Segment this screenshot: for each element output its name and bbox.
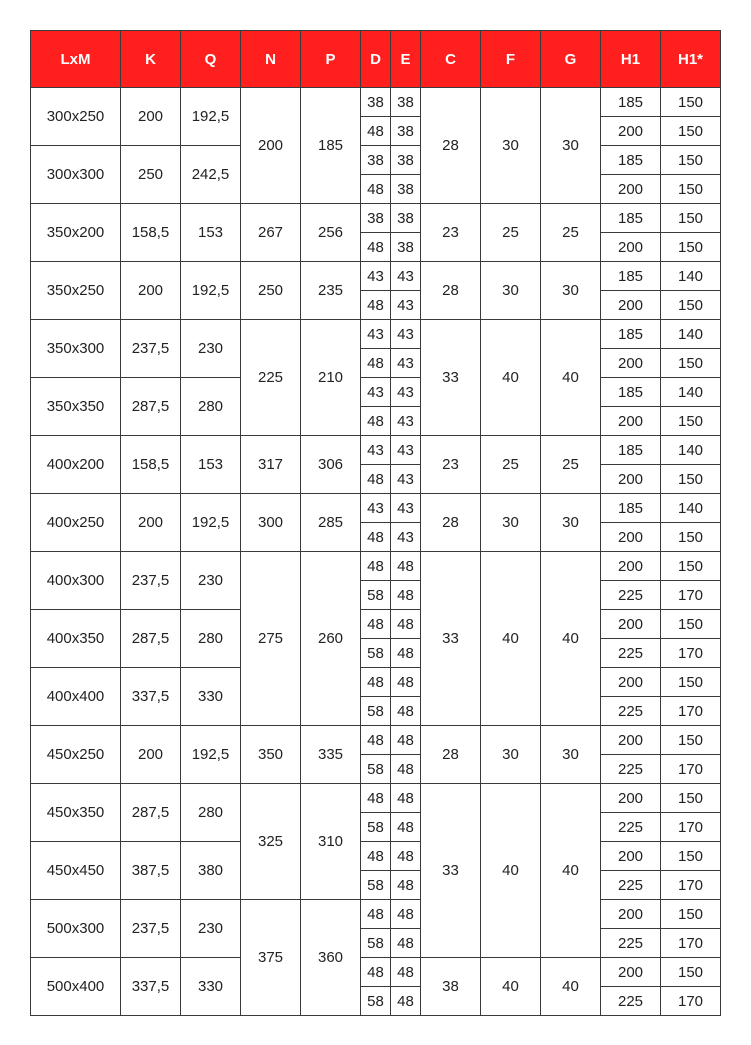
e-cell: 43 [391, 349, 421, 378]
size-cell: 400x250 [31, 494, 121, 552]
k-cell: 237,5 [121, 552, 181, 610]
h1-cell: 225 [601, 813, 661, 842]
q-cell: 192,5 [181, 494, 241, 552]
h1-cell: 185 [601, 436, 661, 465]
f-cell: 30 [481, 262, 541, 320]
g-cell: 30 [541, 494, 601, 552]
h1-star-cell: 150 [661, 668, 721, 697]
q-cell: 330 [181, 958, 241, 1016]
k-cell: 158,5 [121, 204, 181, 262]
size-cell: 500x300 [31, 900, 121, 958]
h1-star-cell: 150 [661, 900, 721, 929]
h1-star-cell: 170 [661, 639, 721, 668]
column-header: N [241, 31, 301, 88]
c-cell: 28 [421, 726, 481, 784]
h1-cell: 225 [601, 929, 661, 958]
h1-star-cell: 150 [661, 958, 721, 987]
e-cell: 48 [391, 987, 421, 1016]
h1-star-cell: 150 [661, 117, 721, 146]
d-cell: 38 [361, 204, 391, 233]
f-cell: 25 [481, 436, 541, 494]
n-cell: 267 [241, 204, 301, 262]
column-header: K [121, 31, 181, 88]
h1-star-cell: 140 [661, 320, 721, 349]
k-cell: 237,5 [121, 900, 181, 958]
e-cell: 38 [391, 175, 421, 204]
table-header-row [31, 31, 721, 88]
e-cell: 48 [391, 842, 421, 871]
d-cell: 48 [361, 726, 391, 755]
h1-cell: 185 [601, 262, 661, 291]
h1-star-cell: 170 [661, 929, 721, 958]
dimensions-table-container [30, 30, 721, 1016]
c-cell: 23 [421, 436, 481, 494]
d-cell: 48 [361, 523, 391, 552]
k-cell: 337,5 [121, 668, 181, 726]
h1-cell: 185 [601, 204, 661, 233]
table-row [31, 320, 721, 349]
size-cell: 400x300 [31, 552, 121, 610]
q-cell: 192,5 [181, 88, 241, 146]
h1-star-cell: 150 [661, 465, 721, 494]
n-cell: 375 [241, 900, 301, 1016]
d-cell: 48 [361, 117, 391, 146]
d-cell: 38 [361, 146, 391, 175]
e-cell: 38 [391, 117, 421, 146]
h1-cell: 185 [601, 378, 661, 407]
d-cell: 48 [361, 842, 391, 871]
column-header: H1* [661, 31, 721, 88]
q-cell: 230 [181, 320, 241, 378]
h1-star-cell: 150 [661, 552, 721, 581]
h1-star-cell: 170 [661, 581, 721, 610]
size-cell: 350x350 [31, 378, 121, 436]
d-cell: 48 [361, 175, 391, 204]
q-cell: 380 [181, 842, 241, 900]
table-row [31, 436, 721, 465]
e-cell: 48 [391, 552, 421, 581]
table-row [31, 900, 721, 929]
table-row [31, 668, 721, 697]
h1-star-cell: 150 [661, 204, 721, 233]
size-cell: 400x400 [31, 668, 121, 726]
d-cell: 43 [361, 378, 391, 407]
g-cell: 40 [541, 958, 601, 1016]
column-header: G [541, 31, 601, 88]
column-header: D [361, 31, 391, 88]
h1-cell: 200 [601, 407, 661, 436]
p-cell: 210 [301, 320, 361, 436]
e-cell: 48 [391, 958, 421, 987]
h1-cell: 225 [601, 987, 661, 1016]
column-header: H1 [601, 31, 661, 88]
e-cell: 48 [391, 813, 421, 842]
h1-cell: 185 [601, 320, 661, 349]
h1-star-cell: 140 [661, 494, 721, 523]
g-cell: 40 [541, 552, 601, 726]
h1-star-cell: 140 [661, 378, 721, 407]
c-cell: 23 [421, 204, 481, 262]
q-cell: 330 [181, 668, 241, 726]
h1-cell: 200 [601, 291, 661, 320]
f-cell: 30 [481, 726, 541, 784]
h1-star-cell: 170 [661, 697, 721, 726]
h1-star-cell: 150 [661, 610, 721, 639]
n-cell: 275 [241, 552, 301, 726]
h1-star-cell: 150 [661, 726, 721, 755]
size-cell: 500x400 [31, 958, 121, 1016]
e-cell: 43 [391, 291, 421, 320]
size-cell: 350x250 [31, 262, 121, 320]
k-cell: 287,5 [121, 378, 181, 436]
d-cell: 48 [361, 291, 391, 320]
q-cell: 153 [181, 436, 241, 494]
f-cell: 30 [481, 494, 541, 552]
h1-star-cell: 150 [661, 523, 721, 552]
d-cell: 58 [361, 697, 391, 726]
g-cell: 40 [541, 320, 601, 436]
table-body [31, 88, 721, 1016]
h1-cell: 200 [601, 552, 661, 581]
e-cell: 48 [391, 610, 421, 639]
d-cell: 48 [361, 668, 391, 697]
table-row [31, 494, 721, 523]
d-cell: 43 [361, 262, 391, 291]
p-cell: 285 [301, 494, 361, 552]
e-cell: 38 [391, 233, 421, 262]
h1-cell: 225 [601, 871, 661, 900]
h1-cell: 225 [601, 697, 661, 726]
c-cell: 33 [421, 552, 481, 726]
h1-star-cell: 150 [661, 842, 721, 871]
c-cell: 33 [421, 784, 481, 958]
c-cell: 33 [421, 320, 481, 436]
e-cell: 48 [391, 871, 421, 900]
table-row [31, 88, 721, 117]
f-cell: 40 [481, 552, 541, 726]
k-cell: 250 [121, 146, 181, 204]
q-cell: 230 [181, 900, 241, 958]
d-cell: 48 [361, 784, 391, 813]
e-cell: 43 [391, 523, 421, 552]
e-cell: 48 [391, 726, 421, 755]
table-row [31, 784, 721, 813]
h1-cell: 225 [601, 639, 661, 668]
p-cell: 306 [301, 436, 361, 494]
k-cell: 337,5 [121, 958, 181, 1016]
k-cell: 200 [121, 262, 181, 320]
c-cell: 28 [421, 494, 481, 552]
dimensions-table [30, 30, 721, 1016]
q-cell: 192,5 [181, 726, 241, 784]
h1-star-cell: 150 [661, 407, 721, 436]
column-header: P [301, 31, 361, 88]
h1-cell: 200 [601, 233, 661, 262]
table-row [31, 552, 721, 581]
c-cell: 28 [421, 88, 481, 204]
q-cell: 242,5 [181, 146, 241, 204]
size-cell: 300x250 [31, 88, 121, 146]
n-cell: 200 [241, 88, 301, 204]
p-cell: 335 [301, 726, 361, 784]
e-cell: 48 [391, 900, 421, 929]
d-cell: 38 [361, 88, 391, 117]
n-cell: 300 [241, 494, 301, 552]
h1-cell: 185 [601, 146, 661, 175]
table-row [31, 842, 721, 871]
e-cell: 48 [391, 697, 421, 726]
h1-star-cell: 170 [661, 871, 721, 900]
k-cell: 287,5 [121, 610, 181, 668]
e-cell: 38 [391, 204, 421, 233]
p-cell: 360 [301, 900, 361, 1016]
h1-star-cell: 170 [661, 987, 721, 1016]
h1-cell: 200 [601, 668, 661, 697]
e-cell: 48 [391, 929, 421, 958]
table-row [31, 610, 721, 639]
e-cell: 43 [391, 378, 421, 407]
h1-cell: 200 [601, 465, 661, 494]
e-cell: 48 [391, 639, 421, 668]
c-cell: 38 [421, 958, 481, 1016]
d-cell: 58 [361, 987, 391, 1016]
h1-cell: 200 [601, 842, 661, 871]
h1-cell: 200 [601, 175, 661, 204]
h1-cell: 185 [601, 88, 661, 117]
table-row [31, 204, 721, 233]
g-cell: 30 [541, 88, 601, 204]
k-cell: 158,5 [121, 436, 181, 494]
table-row [31, 146, 721, 175]
q-cell: 280 [181, 610, 241, 668]
g-cell: 25 [541, 436, 601, 494]
n-cell: 350 [241, 726, 301, 784]
k-cell: 200 [121, 494, 181, 552]
k-cell: 287,5 [121, 784, 181, 842]
d-cell: 43 [361, 436, 391, 465]
n-cell: 317 [241, 436, 301, 494]
p-cell: 185 [301, 88, 361, 204]
size-cell: 350x200 [31, 204, 121, 262]
h1-cell: 200 [601, 610, 661, 639]
column-header: F [481, 31, 541, 88]
h1-cell: 200 [601, 117, 661, 146]
d-cell: 48 [361, 407, 391, 436]
d-cell: 58 [361, 813, 391, 842]
h1-cell: 200 [601, 349, 661, 378]
table-row [31, 262, 721, 291]
e-cell: 43 [391, 494, 421, 523]
d-cell: 58 [361, 929, 391, 958]
h1-star-cell: 170 [661, 813, 721, 842]
f-cell: 30 [481, 88, 541, 204]
h1-cell: 200 [601, 784, 661, 813]
f-cell: 40 [481, 784, 541, 958]
q-cell: 230 [181, 552, 241, 610]
e-cell: 48 [391, 668, 421, 697]
size-cell: 300x300 [31, 146, 121, 204]
e-cell: 43 [391, 407, 421, 436]
e-cell: 38 [391, 146, 421, 175]
d-cell: 58 [361, 581, 391, 610]
q-cell: 153 [181, 204, 241, 262]
column-header: E [391, 31, 421, 88]
d-cell: 48 [361, 552, 391, 581]
h1-cell: 200 [601, 958, 661, 987]
f-cell: 25 [481, 204, 541, 262]
h1-star-cell: 150 [661, 291, 721, 320]
size-cell: 350x300 [31, 320, 121, 378]
k-cell: 200 [121, 726, 181, 784]
q-cell: 280 [181, 784, 241, 842]
table-row [31, 378, 721, 407]
h1-star-cell: 150 [661, 146, 721, 175]
q-cell: 280 [181, 378, 241, 436]
n-cell: 325 [241, 784, 301, 900]
h1-cell: 225 [601, 755, 661, 784]
e-cell: 38 [391, 88, 421, 117]
d-cell: 58 [361, 755, 391, 784]
e-cell: 43 [391, 262, 421, 291]
d-cell: 48 [361, 349, 391, 378]
k-cell: 237,5 [121, 320, 181, 378]
p-cell: 235 [301, 262, 361, 320]
h1-star-cell: 150 [661, 349, 721, 378]
size-cell: 400x350 [31, 610, 121, 668]
d-cell: 48 [361, 958, 391, 987]
h1-cell: 185 [601, 494, 661, 523]
d-cell: 48 [361, 900, 391, 929]
g-cell: 30 [541, 726, 601, 784]
size-cell: 450x350 [31, 784, 121, 842]
table-row [31, 958, 721, 987]
c-cell: 28 [421, 262, 481, 320]
size-cell: 450x450 [31, 842, 121, 900]
e-cell: 48 [391, 784, 421, 813]
h1-star-cell: 150 [661, 175, 721, 204]
h1-star-cell: 170 [661, 755, 721, 784]
e-cell: 48 [391, 755, 421, 784]
e-cell: 43 [391, 436, 421, 465]
n-cell: 250 [241, 262, 301, 320]
k-cell: 387,5 [121, 842, 181, 900]
d-cell: 48 [361, 465, 391, 494]
column-header: C [421, 31, 481, 88]
d-cell: 43 [361, 494, 391, 523]
p-cell: 310 [301, 784, 361, 900]
d-cell: 48 [361, 233, 391, 262]
g-cell: 25 [541, 204, 601, 262]
f-cell: 40 [481, 320, 541, 436]
g-cell: 30 [541, 262, 601, 320]
f-cell: 40 [481, 958, 541, 1016]
h1-cell: 200 [601, 900, 661, 929]
d-cell: 58 [361, 639, 391, 668]
h1-star-cell: 150 [661, 233, 721, 262]
e-cell: 43 [391, 320, 421, 349]
e-cell: 48 [391, 581, 421, 610]
k-cell: 200 [121, 88, 181, 146]
h1-cell: 200 [601, 523, 661, 552]
size-cell: 400x200 [31, 436, 121, 494]
h1-star-cell: 150 [661, 88, 721, 117]
h1-star-cell: 140 [661, 436, 721, 465]
p-cell: 260 [301, 552, 361, 726]
h1-cell: 200 [601, 726, 661, 755]
column-header: Q [181, 31, 241, 88]
g-cell: 40 [541, 784, 601, 958]
d-cell: 48 [361, 610, 391, 639]
p-cell: 256 [301, 204, 361, 262]
size-cell: 450x250 [31, 726, 121, 784]
d-cell: 43 [361, 320, 391, 349]
q-cell: 192,5 [181, 262, 241, 320]
d-cell: 58 [361, 871, 391, 900]
n-cell: 225 [241, 320, 301, 436]
h1-star-cell: 140 [661, 262, 721, 291]
e-cell: 43 [391, 465, 421, 494]
table-row [31, 726, 721, 755]
h1-star-cell: 150 [661, 784, 721, 813]
column-header: LxM [31, 31, 121, 88]
h1-cell: 225 [601, 581, 661, 610]
